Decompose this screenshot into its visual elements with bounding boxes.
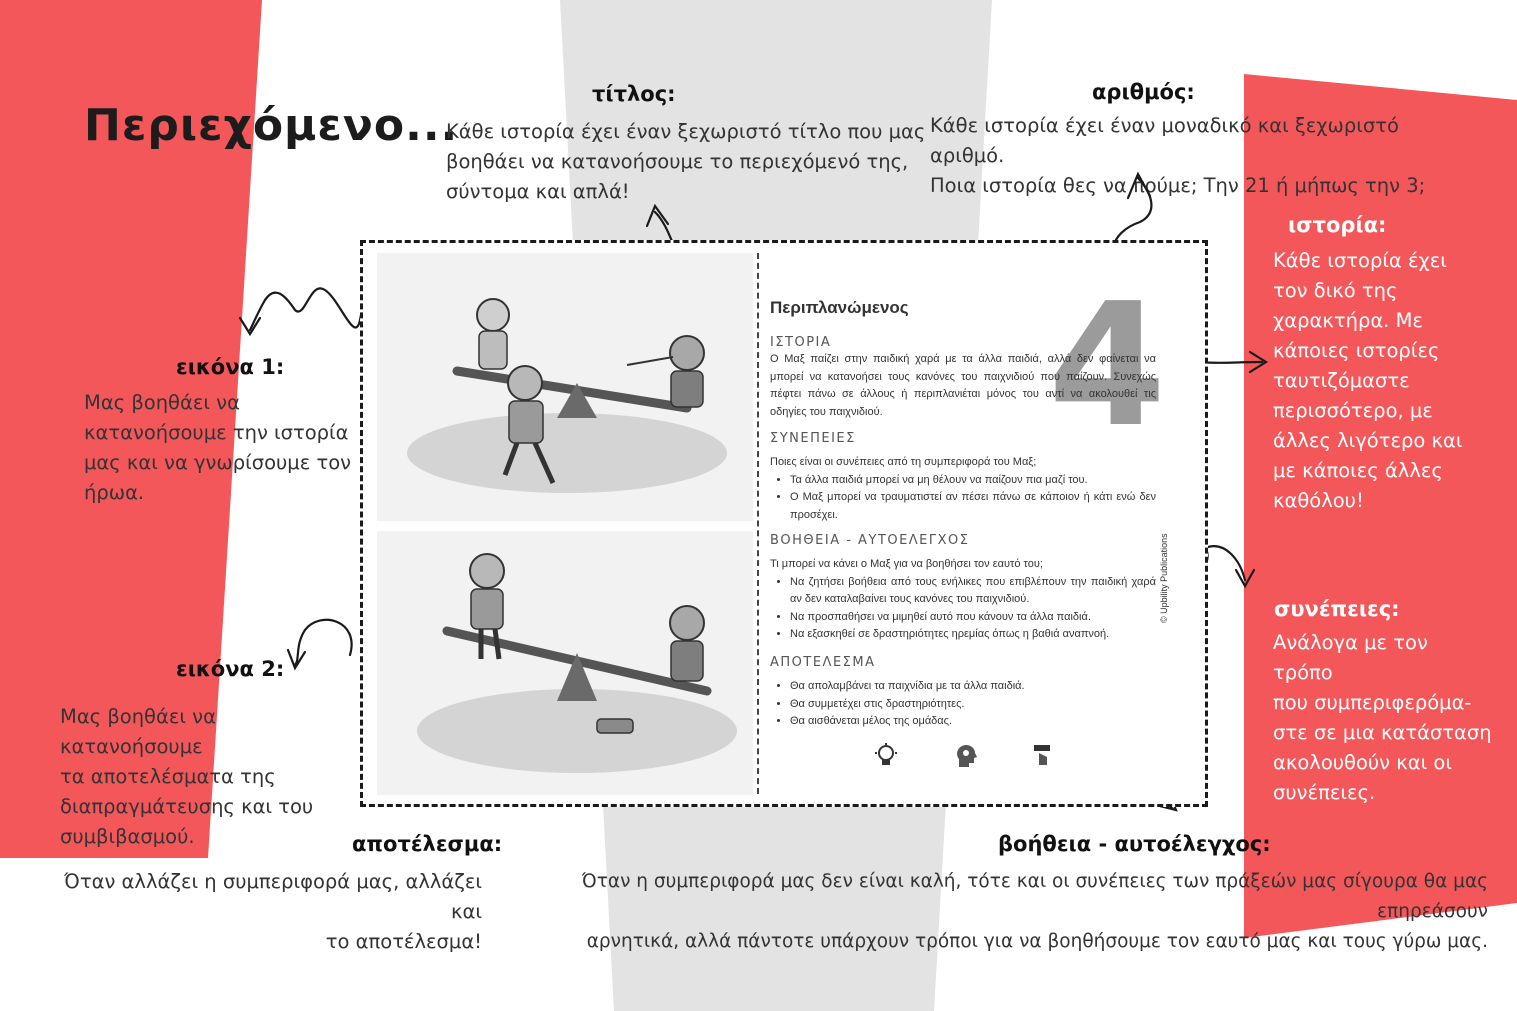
story-description-line: τον δικό της: [1273, 279, 1398, 302]
list-item: • Θα απολαμβάνει τα παιχνίδια με τα άλλα παιδιά.: [790, 678, 1156, 696]
image2-description-line: συμβιβασμού.: [60, 825, 195, 848]
section-body-consequences: [770, 454, 1156, 524]
lightbulb-icon: [875, 743, 897, 769]
image2-description-line: διαπραγμάτευσης και του: [60, 795, 314, 818]
story-description-line: χαρακτήρα. Με: [1273, 309, 1423, 332]
image2-label: εικόνα 2:: [176, 657, 285, 681]
result-label: αποτέλεσμα:: [352, 832, 503, 856]
arrow-head-number: [1128, 174, 1150, 198]
number-label: αριθμός:: [1092, 80, 1195, 104]
image2-description-line: Μας βοηθάει να κατανοήσουμε: [60, 705, 216, 758]
story-title: Περιπλανώμενος: [770, 298, 909, 317]
head-gear-icon: [955, 743, 977, 769]
image1-label: εικόνα 1:: [176, 355, 285, 379]
image2-description-line: τα αποτελέσματα της: [60, 765, 276, 788]
section-heading-story: ΙΣΤΟΡΙΑ: [770, 335, 832, 350]
story-label: ιστορία:: [1288, 213, 1387, 237]
help-description-line: Όταν η συμπεριφορά μας δεν είναι καλή, τότε και οι συνέπειες των πράξεών μας σίγουρα θα μας επηρεάσουν: [581, 871, 1488, 922]
section-text-story: Ο Μαξ παίζει στην παιδική χαρά με τα άλλα παιδιά, αλλά δεν φαίνεται να μπορεί να κατανοήσει τους κανόνες του παιχνιδιού που παίζουν. Συνεχώς πέφτει πάνω σε άλλους ή περιπλανιέται μόνος του αντί να ακολουθεί τις οδηγίες του παιχνιδιού.: [770, 353, 1156, 418]
arrow-squiggle-image2: [295, 620, 352, 665]
section-body-result: [770, 678, 1156, 731]
story-description-line: ταυτιζόμαστε: [1273, 369, 1410, 392]
help-label: βοήθεια - αυτοέλεγχος:: [998, 832, 1271, 856]
image1-description-line: κατανοήσουμε την ιστορία: [84, 421, 349, 444]
list-item: • Να ζητήσει βοήθεια από τους ενήλικες που επιβλέπουν την παιδική χαρά αν δεν καταλαβαίνει τους κανόνες του παιχνιδιού.: [790, 574, 1156, 609]
title-description-line: Κάθε ιστορία έχει έναν ξεχωριστό τίτλο που μας: [446, 120, 926, 143]
number-description-line: Κάθε ιστορία έχει έναν μοναδικό και ξεχωριστό αριθμό.: [930, 114, 1399, 167]
consequences-description-line: συνέπειες.: [1273, 781, 1376, 804]
image1-description-line: μας και να γνωρίσουμε τον: [84, 451, 352, 474]
copyright-text: © Upbility Publications: [1159, 533, 1169, 623]
story-card: [360, 240, 1208, 807]
list-item: • Θα αισθάνεται μέλος της ομάδας.: [790, 713, 1156, 731]
list-item: • Ο Μαξ μπορεί να τραυματιστεί αν πέσει πάνω σε κάποιον ή κάτι ενώ δεν προσέχει.: [790, 489, 1156, 524]
consequences-label: συνέπειες:: [1274, 597, 1400, 621]
story-description-line: Κάθε ιστορία έχει: [1273, 249, 1447, 272]
section-heading-consequences: ΣΥΝΕΠΕΙΕΣ: [770, 431, 856, 446]
page-title: Περιεχόμενο...: [84, 100, 459, 151]
title-description-line: βοηθάει να κατανοήσουμε το περιεχόμενό της,: [446, 150, 909, 173]
image1-description-line: Μας βοηθάει να: [84, 391, 240, 414]
card-divider: [757, 253, 759, 794]
section-heading-help: ΒΟΗΘΕΙΑ - ΑΥΤΟΕΛΕΓΧΟΣ: [770, 533, 970, 548]
consequences-description-line: Ανάλογα με τον τρόπο: [1273, 631, 1428, 684]
arrow-head-image1: [240, 318, 260, 334]
story-description-line: καθόλου!: [1273, 489, 1364, 512]
result-description-line: Όταν αλλάζει η συμπεριφορά μας, αλλάζει και: [64, 870, 482, 923]
story-description-line: άλλες λιγότερο και: [1273, 429, 1463, 452]
story-description-line: κάποιες ιστορίες: [1273, 339, 1440, 362]
consequences-description-line: στε σε μια κατάσταση: [1273, 721, 1492, 744]
hand-sign-icon: [1031, 743, 1053, 769]
story-number: 4: [1048, 267, 1167, 465]
illustration-1: [377, 253, 753, 521]
story-description-line: περισσότερο, με: [1273, 399, 1433, 422]
section-body-help: [770, 556, 1156, 644]
section-heading-result: ΑΠΟΤΕΛΕΣΜΑ: [770, 655, 876, 670]
section-intro: Τι μπορεί να κάνει ο Μαξ για να βοηθήσει τον εαυτό του;: [770, 558, 1043, 570]
story-description-line: με κάποιες άλλες: [1273, 459, 1443, 482]
list-item: • Να προσπαθήσει να μιμηθεί αυτό που κάνουν τα άλλα παιδιά.: [790, 609, 1156, 627]
section-intro: Ποιες είναι οι συνέπειες από τη συμπεριφορά του Μαξ;: [770, 456, 1037, 468]
illustration-2: [377, 531, 753, 795]
consequences-description-line: ακολουθούν και οι: [1273, 751, 1452, 774]
result-description-line: το αποτέλεσμα!: [325, 930, 482, 953]
image1-description-line: ήρωα.: [84, 481, 145, 504]
help-description-line: αρνητικά, αλλά πάντοτε υπάρχουν τρόποι για να βοηθήσουμε τον εαυτό μας και τους γύρω μας.: [586, 931, 1488, 952]
list-item: • Τα άλλα παιδιά μπορεί να μη θέλουν να παίζουν πια μαζί του.: [790, 472, 1156, 490]
number-description-line: Ποια ιστορία θες να πούμε; Την 21 ή μήπως την 3;: [930, 174, 1426, 197]
consequences-description-line: που συμπεριφερόμα-: [1273, 691, 1472, 714]
list-item: • Θα συμμετέχει στις δραστηριότητες.: [790, 696, 1156, 714]
title-label: τίτλος:: [592, 82, 676, 106]
list-item: • Να εξασκηθεί σε δραστηριότητες ηρεμίας όπως η βαθιά αναπνοή.: [790, 626, 1156, 644]
title-description-line: σύντομα και απλά!: [446, 180, 630, 203]
